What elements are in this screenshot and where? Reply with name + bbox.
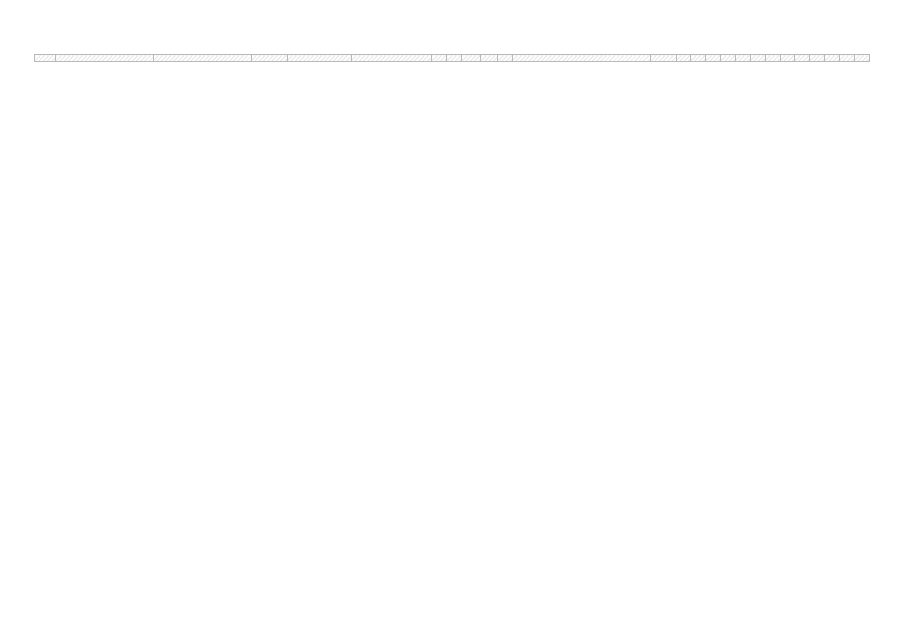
column-header [287, 55, 351, 62]
column-header [56, 55, 154, 62]
column-header [651, 55, 676, 62]
column-header [351, 55, 432, 62]
column-header [735, 55, 750, 62]
column-header [706, 55, 721, 62]
column-header [462, 55, 481, 62]
column-header [839, 55, 854, 62]
column-header [676, 55, 691, 62]
column-header [447, 55, 462, 62]
column-header [481, 55, 498, 62]
table-header-row [35, 55, 870, 62]
column-header [691, 55, 706, 62]
column-header [795, 55, 810, 62]
column-header [153, 55, 251, 62]
column-header [854, 55, 869, 62]
column-header [35, 55, 56, 62]
column-header [721, 55, 736, 62]
column-header [512, 55, 650, 62]
register-table-container [34, 54, 870, 614]
column-header [765, 55, 780, 62]
column-header [498, 55, 513, 62]
column-header [810, 55, 825, 62]
column-header [251, 55, 287, 62]
column-header [825, 55, 840, 62]
column-header [432, 55, 447, 62]
register-table [34, 54, 870, 62]
column-header [750, 55, 765, 62]
column-header [780, 55, 795, 62]
